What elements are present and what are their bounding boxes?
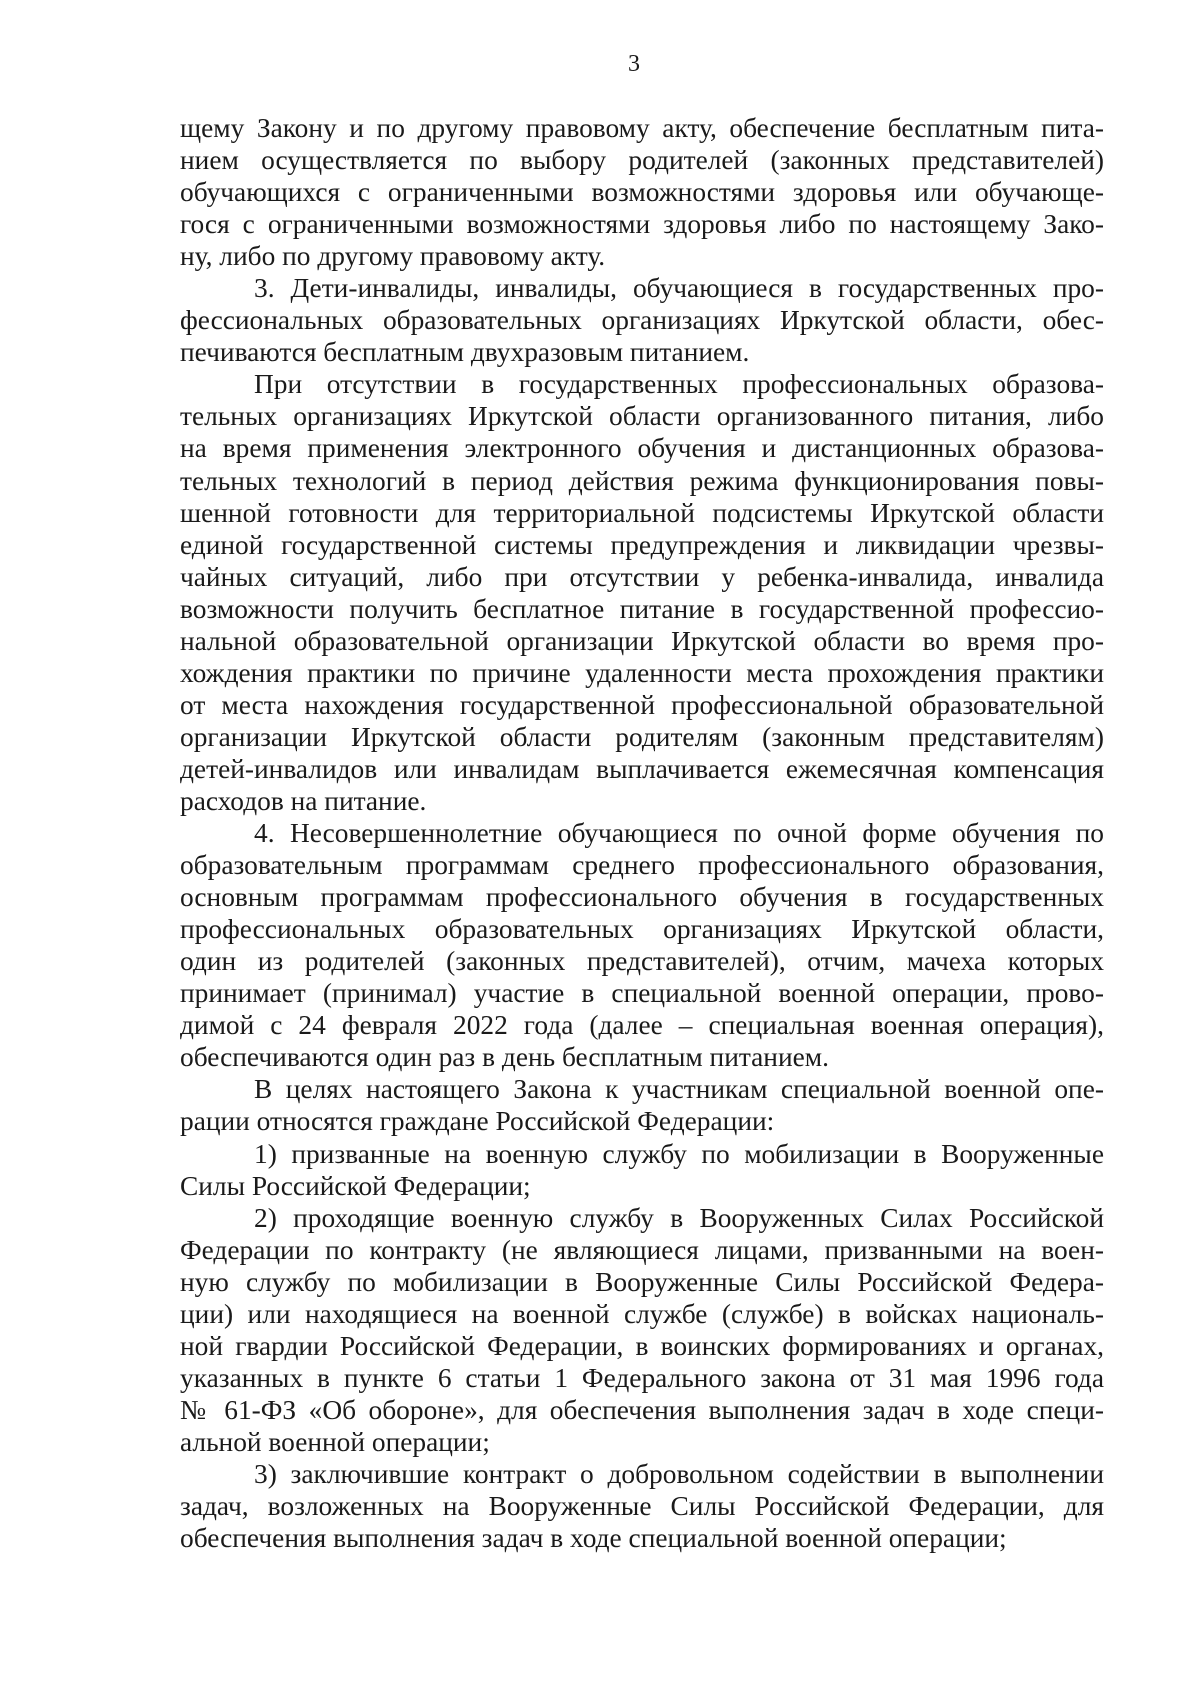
text-line: обеспечения выполнения задач в ходе специальной военной операции;: [180, 1523, 1007, 1554]
text-line: При отсутствии в государственных профессиональных образова-: [254, 369, 1104, 400]
text-line: 2) проходящие военную службу в Вооруженных Силах Российской: [254, 1202, 1104, 1233]
text-line: чайных ситуаций, либо при отсутствии у ребенка-инвалида, инвалида: [180, 561, 1104, 592]
text-line: шенной готовности для территориальной подсистемы Иркутской области: [180, 497, 1104, 528]
text-line: тельных организациях Иркутской области организованного питания, либо: [180, 401, 1104, 432]
text-line: расходов на питание.: [180, 785, 427, 816]
text-line: Федерации по контракту (не являющиеся лицами, призванными на воен-: [180, 1234, 1104, 1265]
text-line: организации Иркутской области родителям (законным представителям): [180, 721, 1104, 752]
text-line: В целях настоящего Закона к участникам специальной военной опе-: [254, 1074, 1104, 1105]
text-line: ции) или находящиеся на военной службе (службе) в войсках националь-: [180, 1298, 1104, 1329]
text-line: возможности получить бесплатное питание в государственной профессио-: [180, 593, 1104, 624]
text-line: Силы Российской Федерации;: [180, 1170, 531, 1201]
text-line: один из родителей (законных представителей), отчим, мачеха которых: [180, 946, 1104, 977]
text-line: ну, либо по другому правовому акту.: [180, 241, 606, 272]
text-line: профессиональных образовательных организациях Иркутской области,: [180, 914, 1104, 945]
text-line: хождения практики по причине удаленности места прохождения практики: [180, 657, 1104, 688]
text-line: рации относятся граждане Российской Федерации:: [180, 1106, 775, 1137]
text-line: нием осуществляется по выбору родителей (законных представителей): [180, 145, 1104, 176]
text-line: ной гвардии Российской Федерации, в воинских формированиях и органах,: [180, 1330, 1104, 1361]
text-line: ную службу по мобилизации в Вооруженные Силы Российской Федера-: [180, 1266, 1104, 1297]
text-line: на время применения электронного обучения и дистанционных образова-: [180, 433, 1104, 464]
text-line: 3. Дети-инвалиды, инвалиды, обучающиеся в государственных про-: [254, 273, 1104, 304]
text-line: фессиональных образовательных организациях Иркутской области, обес-: [180, 305, 1104, 336]
text-line: 1) призванные на военную службу по мобилизации в Вооруженные: [254, 1138, 1104, 1169]
text-line: от места нахождения государственной профессиональной образовательной: [180, 689, 1104, 720]
text-line: альной военной операции;: [180, 1426, 490, 1457]
text-line: указанных в пункте 6 статьи 1 Федерального закона от 31 мая 1996 года: [180, 1362, 1104, 1393]
text-line: тельных технологий в период действия режима функционирования повы-: [180, 465, 1104, 496]
text-line: задач, возложенных на Вооруженные Силы Российской Федерации, для: [180, 1491, 1104, 1522]
text-line: щему Закону и по другому правовому акту, обеспечение бесплатным пита-: [180, 113, 1104, 143]
text-line: 3) заключившие контракт о добровольном содействии в выполнении: [254, 1458, 1104, 1489]
text-line: обеспечиваются один раз в день бесплатным питанием.: [180, 1042, 829, 1073]
text-line: 4. Несовершеннолетние обучающиеся по очной форме обучения по: [254, 818, 1104, 849]
text-line: единой государственной системы предупреждения и ликвидации чрезвы-: [180, 529, 1104, 560]
document-body: [180, 112, 1104, 1554]
text-line: димой с 24 февраля 2022 года (далее – специальная военная операция),: [180, 1010, 1104, 1041]
text-line: образовательным программам среднего профессионального образования,: [180, 850, 1104, 881]
text-line: № 61-ФЗ «Об обороне», для обеспечения выполнения задач в ходе специ-: [180, 1394, 1104, 1425]
text-line: нальной образовательной организации Иркутской области во время про-: [180, 625, 1104, 656]
text-line: обучающихся с ограниченными возможностями здоровья или обучающе-: [180, 177, 1104, 208]
text-line: основным программам профессионального обучения в государственных: [180, 882, 1104, 913]
page-number: 3: [628, 51, 640, 77]
text-line: детей-инвалидов или инвалидам выплачивается ежемесячная компенсация: [180, 753, 1104, 784]
text-line: печиваются бесплатным двухразовым питанием.: [180, 337, 750, 368]
text-line: принимает (принимал) участие в специальной военной операции, прово-: [180, 978, 1104, 1009]
text-line: гося с ограниченными возможностями здоровья либо по настоящему Зако-: [180, 209, 1104, 240]
